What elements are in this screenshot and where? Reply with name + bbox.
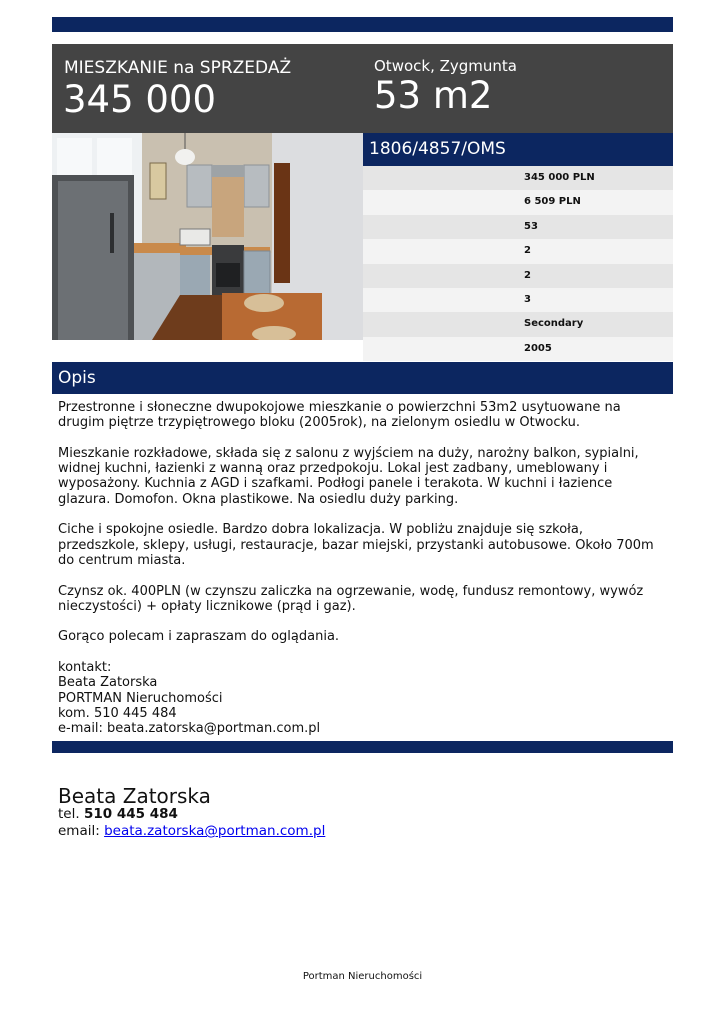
top-divider-bar <box>52 17 673 32</box>
section-divider-bar <box>52 741 673 753</box>
contact-line: e-mail: beata.zatorska@portman.com.pl <box>58 721 321 737</box>
contact-line: PORTMAN Nieruchomości <box>58 690 223 706</box>
email-link[interactable]: beata.zatorska@portman.com.pl <box>104 823 326 839</box>
phone-number: 510 445 484 <box>83 806 178 822</box>
agent-phone <box>58 806 178 822</box>
description-paragraph: Ciche i spokojne osiedle. Bardzo dobra lokalizacja. W pobliżu znajduje się szkoła, przedszkole, sklepy, usługi, restauracje, bazar miejski, przystanki autobusowe. Około 700m do centrum miasta. <box>58 522 654 568</box>
description-paragraph: Gorąco polecam i zapraszam do oglądania. <box>58 629 340 645</box>
contact-block <box>58 660 668 736</box>
description-paragraph: Mieszkanie rozkładowe, składa się z salonu z wyjściem na duży, narożny balkon, sypialni, widnej kuchni, łazienki z wanną oraz przedpokoju. Lokal jest zadbany, umeblowany i wyposażony. Kuchnia z AGD i szafkami. Podłogi panele i terakota. W kuchni i łazience glazura. Domofon. Okna plastikowe. Na osiedlu duży parking. <box>58 445 639 507</box>
description-heading: Opis <box>52 362 673 394</box>
contact-line: Beata Zatorska <box>58 675 158 691</box>
listing-price: 345 000 <box>63 78 217 121</box>
kitchen-photo <box>52 133 363 340</box>
agent-name: Beata Zatorska <box>58 784 211 808</box>
contact-line: kontakt: <box>58 660 112 676</box>
detail-rooms: 2 <box>363 239 673 263</box>
contact-line: kom. 510 445 484 <box>58 705 177 721</box>
detail-year: 2005 <box>363 337 673 361</box>
footer-text: Portman Nieruchomości <box>302 971 423 982</box>
listing-type: MIESZKANIE na SPRZEDAŻ <box>64 58 292 78</box>
description-text <box>58 400 668 737</box>
agent-email <box>58 823 325 839</box>
detail-floors: 3 <box>363 288 673 312</box>
email-label: email: <box>58 823 100 839</box>
listing-area: 53 m2 <box>374 74 493 117</box>
detail-floor: 2 <box>363 264 673 288</box>
phone-label: tel. <box>58 806 80 822</box>
listing-header <box>52 44 673 133</box>
listing-reference: 1806/4857/OMS <box>363 133 673 166</box>
detail-price-per-m2: 6 509 PLN <box>363 190 673 214</box>
description-paragraph: Przestronne i słoneczne dwupokojowe mieszkanie o powierzchni 53m2 usytuowane na drugim piętrze trzypiętrowego bloku (2005rok), na zielonym osiedlu w Otwocku. <box>58 400 621 431</box>
detail-price: 345 000 PLN <box>363 166 673 190</box>
listing-location: Otwock, Zygmunta <box>374 57 517 75</box>
detail-market: Secondary <box>363 312 673 336</box>
detail-area: 53 <box>363 215 673 239</box>
description-paragraph: Czynsz ok. 400PLN (w czynszu zaliczka na ogrzewanie, wodę, fundusz remontowy, wywóz nieczystości) + opłaty licznikowe (prąd i gaz). <box>58 583 644 614</box>
details-table <box>363 166 673 361</box>
